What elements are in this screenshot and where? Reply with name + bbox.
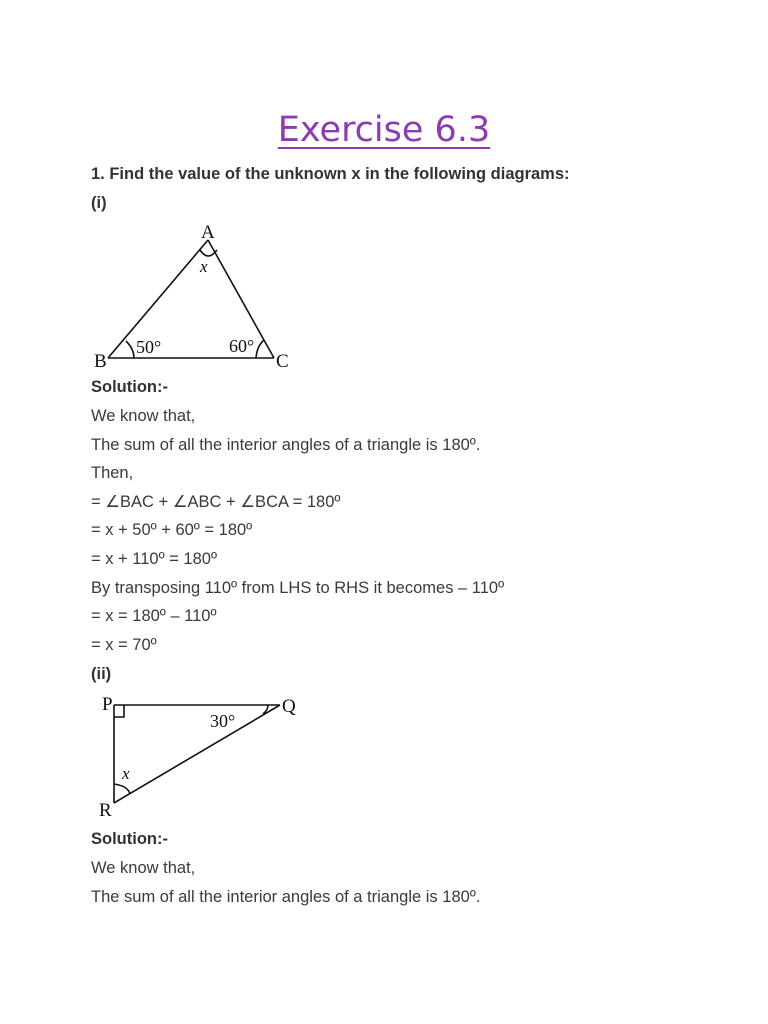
question-text: 1. Find the value of the unknown x in the following diagrams: xyxy=(91,165,570,183)
solution-ii-line-1: We know that, xyxy=(91,859,196,877)
arc-angle-r xyxy=(114,784,130,794)
exercise-title: Exercise 6.3 xyxy=(277,110,491,150)
solution-i-line-1: We know that, xyxy=(91,407,196,425)
solution-ii-line-2: The sum of all the interior angles of a triangle is 180º. xyxy=(91,888,481,906)
solution-i-line-7: By transposing 110º from LHS to RHS it becomes – 110º xyxy=(91,579,505,597)
right-angle-mark-p xyxy=(114,705,124,717)
part-i-label: (i) xyxy=(91,194,107,212)
solution-i-line-2: The sum of all the interior angles of a triangle is 180º. xyxy=(91,436,481,454)
vertex-p-label: P xyxy=(102,694,113,715)
solution-i-line-5: = x + 50º + 60º = 180º xyxy=(91,521,253,539)
angle-q-label: 30° xyxy=(210,711,236,731)
solution-i-line-6: = x + 110º = 180º xyxy=(91,550,217,568)
vertex-r-label: R xyxy=(99,800,112,821)
side-qr xyxy=(114,705,280,803)
solution-i-line-3: Then, xyxy=(91,464,134,482)
vertex-c-label: C xyxy=(276,351,289,372)
angle-c-label: 60° xyxy=(229,336,255,356)
angle-r-label: x xyxy=(122,764,130,783)
part-ii-label: (ii) xyxy=(91,665,112,683)
vertex-q-label: Q xyxy=(282,696,296,717)
solution-heading-ii: Solution:- xyxy=(91,830,168,848)
solution-i-line-9: = x = 70º xyxy=(91,636,157,654)
angle-a-label: x xyxy=(200,257,208,276)
angle-b-label: 50° xyxy=(136,337,162,357)
solution-heading-i: Solution:- xyxy=(91,378,168,396)
vertex-a-label: A xyxy=(201,222,215,243)
solution-i-line-8: = x = 180º – 110º xyxy=(91,607,217,625)
solution-i-line-4: = ∠BAC + ∠ABC + ∠BCA = 180º xyxy=(91,493,341,511)
vertex-b-label: B xyxy=(94,351,107,372)
